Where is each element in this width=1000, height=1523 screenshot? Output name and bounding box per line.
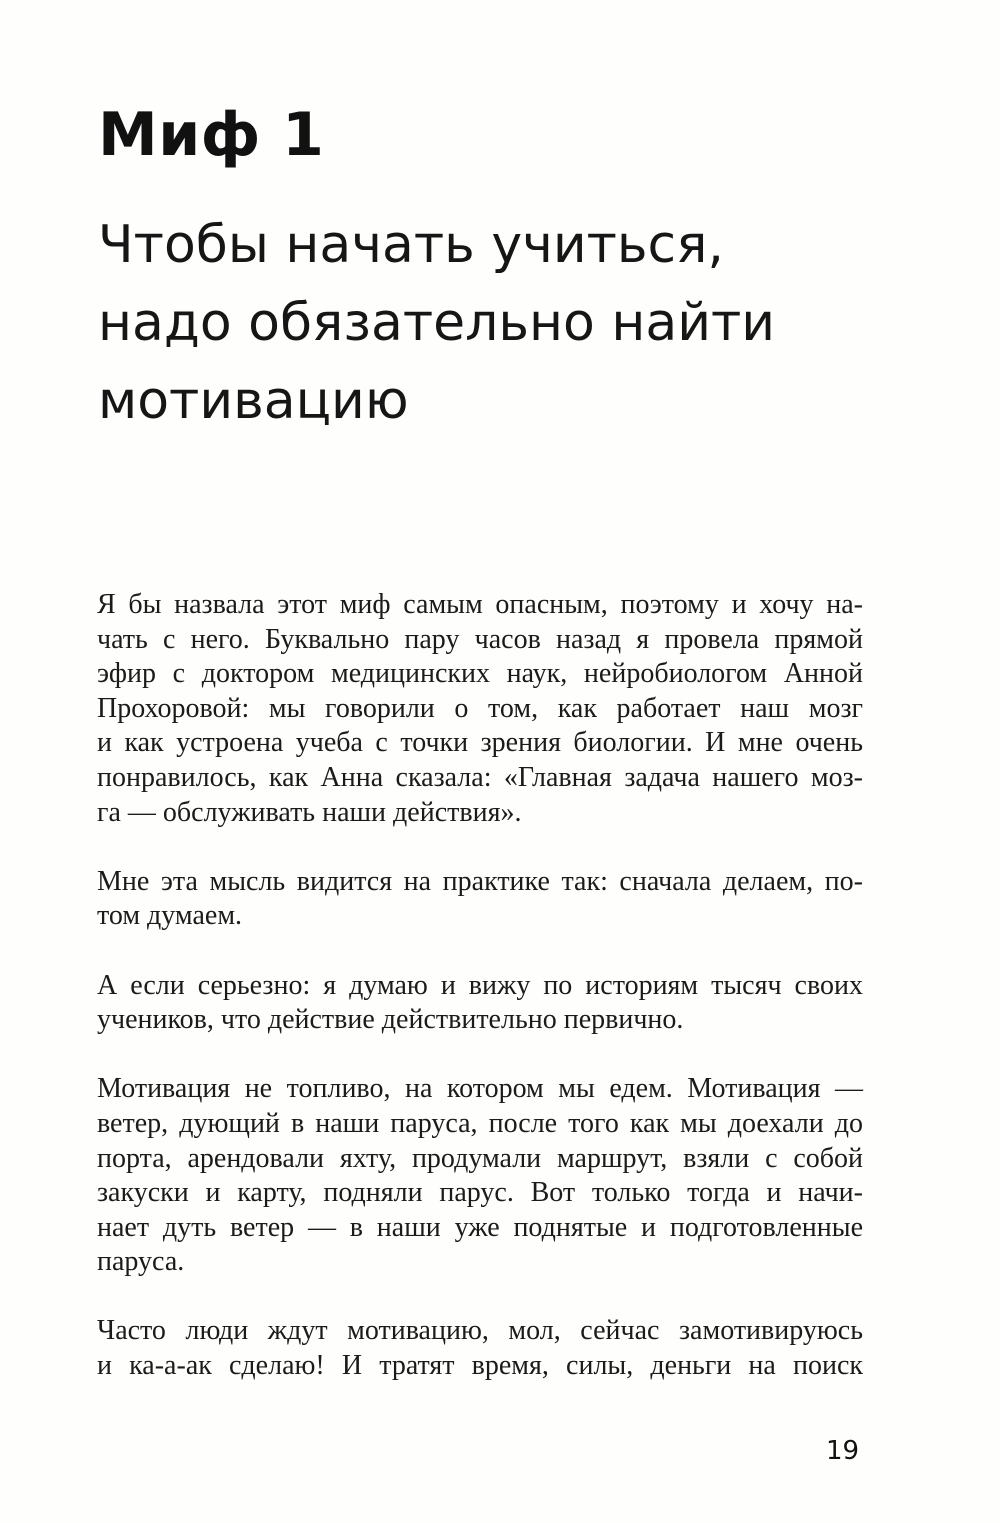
chapter-label: Миф 1 xyxy=(98,100,325,170)
text-line: понравилось, как Анна сказала: «Главная задача нашего моз- xyxy=(97,761,863,793)
text-line: закуски и карту, подняли парус. Вот только тогда и начи- xyxy=(97,1177,863,1209)
paragraph xyxy=(97,1072,863,1280)
text-line: том думаем. xyxy=(97,900,243,932)
body-text xyxy=(97,588,863,1418)
text-line: Часто люди ждут мотивацию, мол, сейчас замотивируюсь xyxy=(97,1315,863,1347)
text-line: и ка-а-ак сделаю! И тратят время, силы, деньги на поиск xyxy=(97,1350,863,1382)
text-line: га — обслуживать наши действия». xyxy=(97,796,522,828)
chapter-title-line: мотивацию xyxy=(98,371,409,431)
text-line: эфир с доктором медицинских наук, нейробиологом Анной xyxy=(97,658,863,690)
text-line: чать с него. Буквально пару часов назад я провела прямой xyxy=(97,623,863,655)
chapter-title-line: надо обязательно найти xyxy=(98,293,776,353)
text-line: и как устроена учеба с точки зрения биологии. И мне очень xyxy=(97,727,863,759)
text-line: Прохоровой: мы говорили о том, как работает наш мозг xyxy=(97,692,863,724)
text-line: Мне эта мысль видится на практике так: сначала делаем, по- xyxy=(97,865,863,897)
text-line: А если серьезно: я думаю и вижу по историям тысяч своих xyxy=(97,969,863,1001)
text-line: паруса. xyxy=(97,1246,185,1278)
text-line: ветер, дующий в наши паруса, после того как мы доехали до xyxy=(97,1107,863,1139)
paragraph xyxy=(97,865,863,934)
chapter-title-line: Чтобы начать учиться, xyxy=(98,215,724,275)
paragraph xyxy=(97,1314,863,1383)
paragraph xyxy=(97,588,863,830)
text-line: учеников, что действие действительно первично. xyxy=(97,1004,684,1036)
chapter-title xyxy=(98,206,898,440)
text-line: Мотивация не топливо, на котором мы едем. Мотивация — xyxy=(97,1073,863,1105)
text-line: Я бы назвала этот миф самым опасным, поэтому и хочу на- xyxy=(97,589,863,620)
text-line: порта, арендовали яхту, продумали маршрут, взяли с собой xyxy=(97,1142,863,1174)
paragraph xyxy=(97,969,863,1038)
text-line: нает дуть ветер — в наши уже поднятые и подготовленные xyxy=(97,1211,863,1243)
page-number: 19 xyxy=(826,1436,860,1466)
